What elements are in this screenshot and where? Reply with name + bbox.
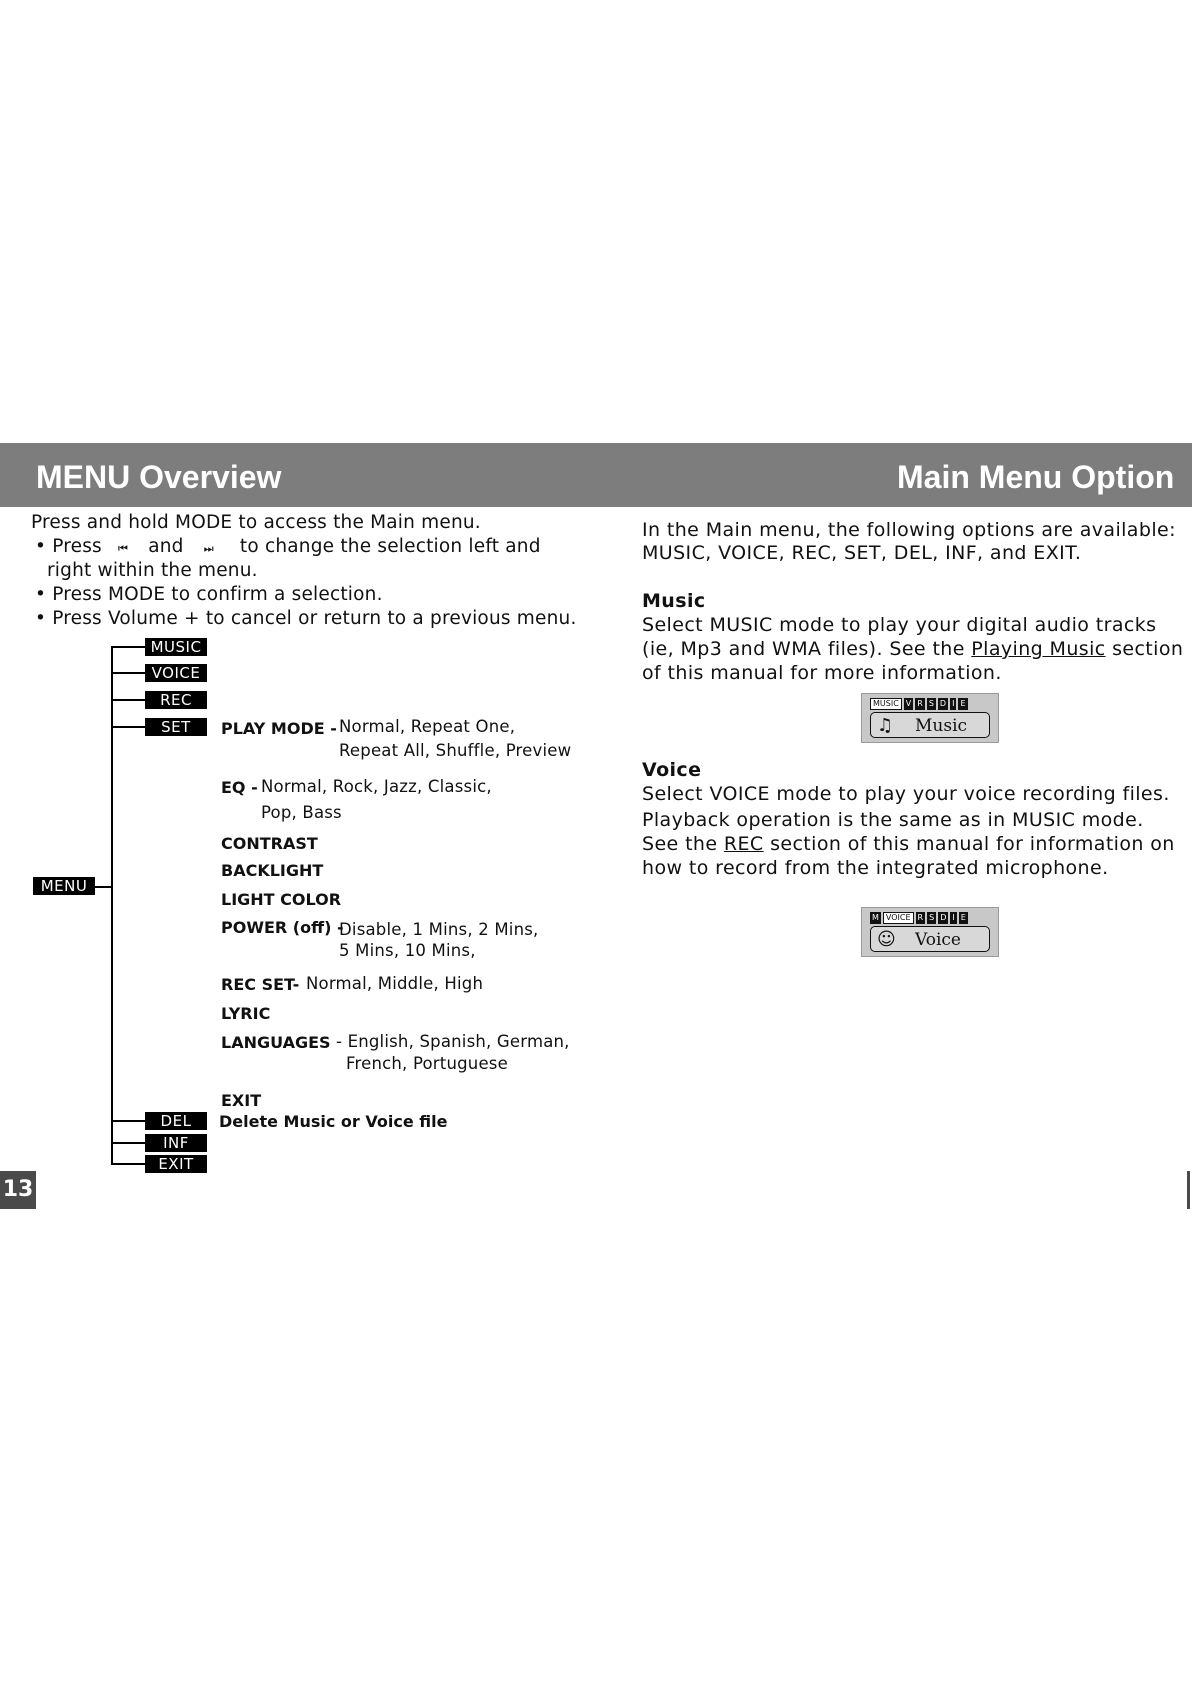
menu-tag-exit: EXIT (145, 1155, 207, 1173)
tree-branch (111, 1163, 145, 1165)
lcd-tab: VOICE (883, 912, 914, 924)
lcd-tab: R (917, 699, 923, 708)
tree-trunk-line (111, 646, 113, 1163)
del-description: Delete Music or Voice file (219, 1112, 448, 1131)
voice-text-4: how to record from the integrated microphone. (642, 857, 1109, 879)
lcd-tab: D (940, 913, 947, 922)
voice-heading: Voice (642, 759, 702, 781)
menu-tag-inf: INF (145, 1134, 207, 1152)
tree-branch (111, 726, 145, 728)
lcd-tab: E (960, 913, 966, 922)
options-intro-line-1: In the Main menu, the following options are available: (642, 519, 1176, 541)
lcd-tab: S (929, 913, 935, 922)
power-off-values-2: 5 Mins, 10 Mins, (339, 941, 476, 960)
menu-tag-music: MUSIC (145, 638, 207, 656)
tree-branch (111, 1120, 145, 1122)
music-text-2: (ie, Mp3 and WMA files). See the Playing Music section (642, 638, 1184, 660)
bullet-1-continued: right within the menu. (47, 560, 258, 581)
languages-values-2: French, Portuguese (346, 1054, 508, 1073)
power-off-label: POWER (off) - (221, 918, 344, 937)
lcd-tab: MUSIC (870, 698, 902, 710)
music-text-3: of this manual for more information. (642, 662, 1002, 684)
page-number: 13 (0, 1171, 36, 1209)
lcd-tab: I (952, 913, 955, 922)
menu-tag-set: SET (145, 718, 207, 736)
lcd-music-label: Music (915, 716, 968, 736)
tree-branch (111, 699, 145, 701)
tree-branch (111, 672, 145, 674)
lcd-tab: V (905, 699, 912, 708)
set-exit-label: EXIT (221, 1091, 262, 1110)
contrast-label: CONTRAST (221, 834, 318, 853)
lcd-voice-label: Voice (915, 930, 961, 950)
rec-set-label: REC SET- (221, 975, 300, 994)
lcd-music-tabs (870, 698, 968, 710)
bullet-1: • Press ⏮ and ⏭ to change the selection left and (35, 536, 541, 557)
lcd-tab: D (939, 699, 947, 708)
lcd-tab: I (952, 699, 955, 708)
play-mode-label: PLAY MODE - (221, 719, 337, 738)
voice-text-3: See the REC section of this manual for information on (642, 833, 1175, 855)
menu-tag-root: MENU (33, 877, 95, 895)
music-text-1: Select MUSIC mode to play your digital audio tracks (642, 614, 1157, 636)
play-mode-values-2: Repeat All, Shuffle, Preview (339, 741, 572, 760)
tree-branch (111, 1142, 145, 1144)
lcd-tab: R (917, 913, 924, 922)
person-icon: ☺ (877, 929, 896, 950)
menu-tag-voice: VOICE (145, 664, 207, 682)
lcd-tab: M (872, 913, 879, 922)
playing-music-link[interactable]: Playing Music (971, 638, 1106, 660)
skip-forward-icon: ⏭ (203, 542, 214, 555)
lcd-tab: E (960, 699, 966, 708)
play-mode-values-1: Normal, Repeat One, (339, 717, 516, 736)
bullet-3: • Press Volume + to cancel or return to a previous menu. (35, 608, 577, 629)
eq-label: EQ - (221, 778, 258, 797)
light-color-label: LIGHT COLOR (221, 890, 342, 909)
music-heading: Music (642, 590, 706, 612)
music-note-icon: ♫ (877, 715, 894, 736)
skip-back-icon: ⏮ (118, 542, 129, 555)
menu-tag-rec: REC (145, 691, 207, 709)
section-title-left: MENU Overview (36, 459, 282, 495)
bullet-2: • Press MODE to confirm a selection. (35, 584, 383, 605)
intro-text: Press and hold MODE to access the Main menu. (31, 512, 481, 533)
options-intro-line-2: MUSIC, VOICE, REC, SET, DEL, INF, and EXIT. (642, 542, 1082, 564)
rec-set-values: Normal, Middle, High (306, 974, 484, 993)
languages-label: LANGUAGES (221, 1033, 331, 1052)
backlight-label: BACKLIGHT (221, 861, 324, 880)
lcd-voice-screen (861, 907, 999, 957)
lcd-music-screen (861, 693, 999, 743)
eq-values-2: Pop, Bass (261, 803, 342, 822)
voice-text-2: Playback operation is the same as in MUSIC mode. (642, 809, 1144, 831)
languages-values-1: - English, Spanish, German, (336, 1032, 570, 1051)
rec-link[interactable]: REC (723, 833, 764, 855)
power-off-values-1: Disable, 1 Mins, 2 Mins, (339, 920, 539, 939)
tree-root-connector (95, 886, 112, 888)
voice-text-1: Select VOICE mode to play your voice recording files. (642, 783, 1170, 805)
lcd-voice-tabs (870, 912, 968, 924)
section-title-right: Main Menu Option (897, 459, 1175, 495)
lcd-tab: S (928, 699, 934, 708)
lyric-label: LYRIC (221, 1004, 271, 1023)
menu-tag-del: DEL (145, 1112, 207, 1130)
eq-values-1: Normal, Rock, Jazz, Classic, (261, 777, 492, 796)
tree-branch (111, 646, 145, 648)
right-page-edge-marker (1187, 1171, 1190, 1209)
